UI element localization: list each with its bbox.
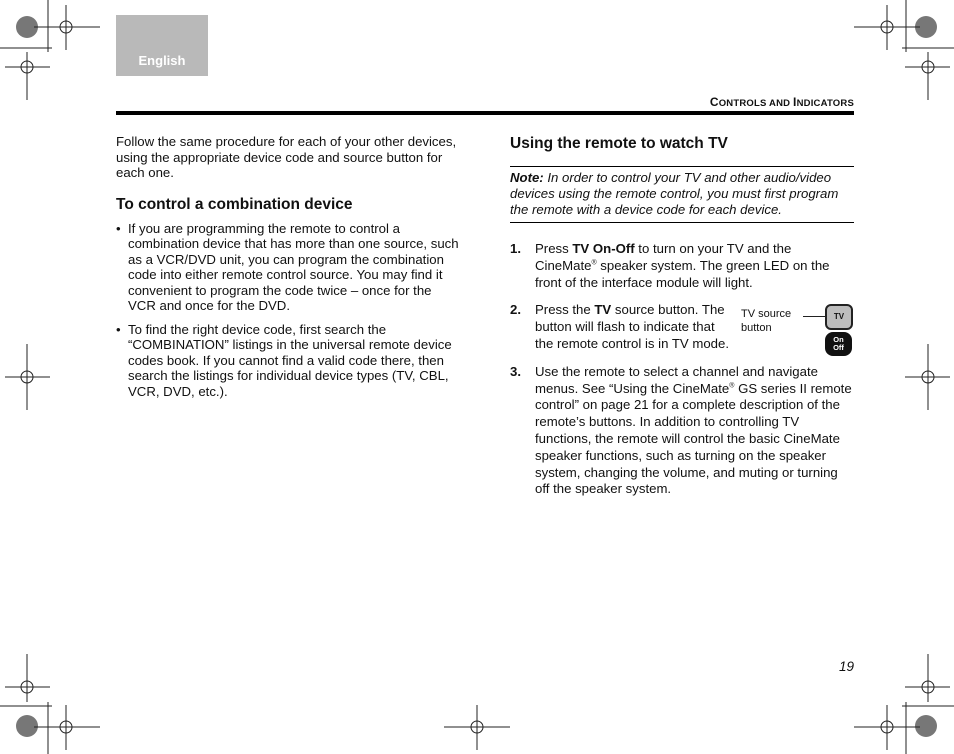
section-title-initial: I xyxy=(793,95,797,109)
on-off-button-icon xyxy=(825,332,852,356)
section-title-word: AND xyxy=(766,98,794,109)
combination-device-heading: To control a combination device xyxy=(116,195,353,213)
right-column xyxy=(510,134,854,509)
step-number: 2. xyxy=(510,302,521,318)
registered-mark: ® xyxy=(591,259,597,267)
on-label: On xyxy=(833,335,844,345)
step-number: 1. xyxy=(510,241,521,256)
step-text: to turn on your TV and the CineMate xyxy=(535,241,792,273)
step-text: speaker system. The green LED on the front of the interface module will light. xyxy=(535,257,830,290)
language-tab-label: English xyxy=(138,53,186,68)
tv-source-button-icon xyxy=(825,304,853,330)
list-item: • If you are programming the remote to control a combination device that has more than one source, such as a VCR/DVD unit, you can program the combination code into either remote control source. You may find it convenient to program the code twice – once for the VCR and once for the DVD. xyxy=(116,221,461,314)
watch-tv-heading: Using the remote to watch TV xyxy=(510,135,728,152)
section-title-word: NDICATORS xyxy=(796,98,854,109)
callout-line: TV source xyxy=(741,308,792,321)
language-tab xyxy=(116,15,208,76)
callout-line: button xyxy=(741,322,772,335)
registration-circle-icon xyxy=(915,715,937,737)
list-item: • To find the right device code, first search the “COMBINATION” listings in the universal remote device codes book. If you cannot find a valid code there, then search the listings for individual device types (TV, CBL, VCR, DVD, etc.). xyxy=(116,322,461,400)
intro-paragraph: Follow the same procedure for each of your other devices, using the appropriate device code and source button for each one. xyxy=(116,134,457,180)
step-bold-text: TV xyxy=(594,302,612,318)
tv-button-label: TV xyxy=(833,312,845,322)
step-text: source button. The button will flash to indicate that the remote control is in TV mode. xyxy=(535,302,729,351)
registered-mark: ® xyxy=(729,382,735,390)
header-rule xyxy=(116,111,854,115)
figure-callout-label xyxy=(741,307,791,335)
page-number: 19 xyxy=(838,659,854,674)
steps-list xyxy=(510,241,854,498)
note-text: In order to control your TV and other audio/video devices using the remote control, you must first program the remote with a device code for each device. xyxy=(510,170,839,217)
note-label: Note: xyxy=(510,170,544,185)
left-column xyxy=(116,134,461,407)
step-text: GS series II remote control” on page 21 for a complete description of the remote’s buttons. In addition to controlling TV functions, the remote will control the basic CineMate speaker functions, such as turning on the speaker system, changing the volume, and muting or turning off the speaker system. xyxy=(535,380,852,497)
step-item xyxy=(510,302,854,352)
off-label: Off xyxy=(833,343,844,353)
step-text-block xyxy=(535,302,730,352)
section-title-initial: C xyxy=(709,95,719,109)
step-item xyxy=(510,364,854,498)
bullet-list xyxy=(116,221,461,400)
tv-source-button-figure xyxy=(741,302,856,360)
step-text: Use the remote to select a channel and navigate menus. See “Using the CineMate xyxy=(535,363,818,396)
note-box xyxy=(510,166,854,223)
step-text: Press xyxy=(535,241,573,256)
step-text: Press the xyxy=(535,302,595,318)
section-title-word: ONTROLS xyxy=(718,98,767,109)
section-title xyxy=(710,95,854,109)
step-bold-text: TV On-Off xyxy=(572,241,635,256)
step-item xyxy=(510,241,854,291)
step-number: 3. xyxy=(510,363,521,379)
registration-circle-icon xyxy=(16,715,38,737)
